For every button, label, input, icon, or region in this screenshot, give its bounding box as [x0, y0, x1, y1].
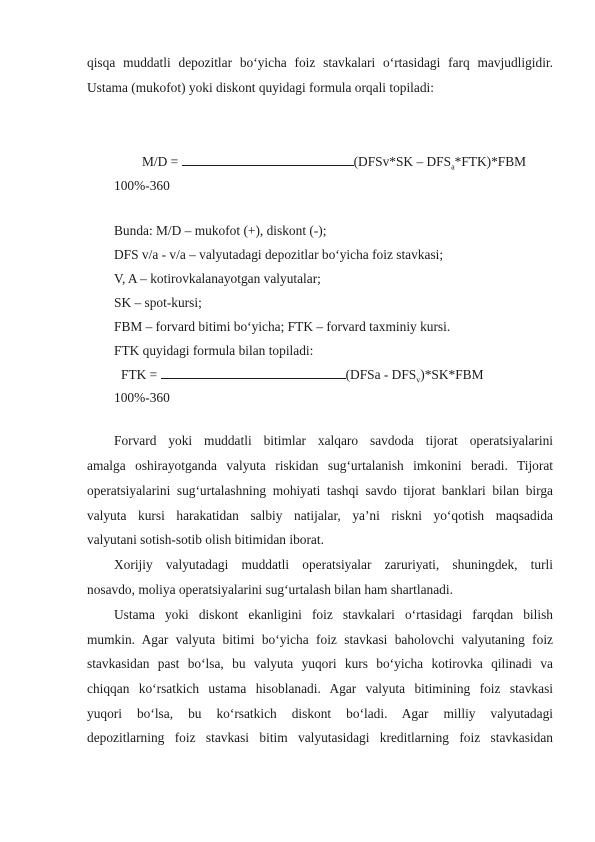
forward-line-2: amalga oshirayotganda valyuta riskidan sug‘urtalanish imkonini beradi. Tijorat	[87, 458, 553, 473]
formula-ftk-denominator: 100%-360	[114, 390, 170, 405]
formula-md-denominator: 100%-360	[114, 178, 170, 193]
forward-line-5: valyutani sotish-sotib olish bitimidan iborat.	[87, 532, 324, 547]
formula-ftk-sub: v	[416, 375, 421, 385]
formula-ftk-rhs: (DFSa - DFS	[345, 367, 417, 382]
definition-ftk-intro: FTK quyidagi formula bilan topiladi:	[114, 343, 314, 358]
ustama-line-5: yuqori bo‘lsa, bu ko‘rsatkich diskont bo‘ladi. Agar milliy valyutadagi	[87, 706, 553, 721]
ustama-line-2: mumkin. Agar valyuta bitimi bo‘yicha foiz stavkasi baholovchi valyutaning foiz	[87, 632, 553, 647]
definition-dfs: DFS v/a - v/a – valyutadagi depozitlar bo‘yicha foiz stavkasi;	[114, 247, 444, 262]
ustama-line-6: depozitlarning foiz stavkasi bitim valyutasidagi kreditlarning foiz stavkasidan	[87, 730, 553, 745]
ustama-line-3: stavkasidan past bo‘lsa, bu valyuta yuqori kurs bo‘yicha kotirovka qilinadi va	[87, 656, 553, 671]
intro-line-1: qisqa muddatli depozitlar bo‘yicha foiz stavkalari o‘rtasidagi farq mavjudligidir.	[87, 55, 553, 70]
formula-ftk-fraction-bar	[161, 368, 346, 379]
formula-ftk	[121, 367, 484, 383]
forward-line-3: operatsiyalarini sug‘urtalashning mohiyati tashqi savdo tijorat banklari bilan birga	[87, 483, 553, 498]
formula-md	[142, 154, 526, 170]
definition-fbm: FBM – forvard bitimi bo‘yicha; FTK – forvard taxminiy kursi.	[114, 319, 451, 334]
definition-intro: Bunda: M/D – mukofot (+), diskont (-);	[114, 223, 327, 238]
definition-sk: SK – spot-kursi;	[114, 295, 202, 310]
formula-md-rhs-end: *FTK)*FBM	[454, 154, 527, 169]
formula-ftk-lhs: FTK =	[121, 367, 158, 382]
xorijiy-line-1: Xorijiy valyutadagi muddatli operatsiyalar zaruriyati, shuningdek, turli	[114, 557, 553, 572]
definition-va: V, A – kotirovkalanayotgan valyutalar;	[114, 271, 321, 286]
formula-md-lhs: M/D =	[142, 154, 179, 169]
forward-line-1: Forvard yoki muddatli bitimlar xalqaro savdoda tijorat operatsiyalarini	[114, 433, 553, 448]
forward-line-4: valyuta kursi harakatidan salbiy natijalar, ya’ni riskni yo‘qotish maqsadida	[87, 508, 553, 523]
formula-md-sub: a	[451, 162, 455, 172]
formula-ftk-rhs-end: )*SK*FBM	[420, 367, 484, 382]
formula-md-fraction-bar	[182, 155, 354, 166]
ustama-line-1: Ustama yoki diskont ekanligini foiz stavkalari o‘rtasidagi farqdan bilish	[114, 607, 553, 622]
intro-line-2: Ustama (mukofot) yoki diskont quyidagi formula orqali topiladi:	[87, 80, 434, 95]
xorijiy-line-2: nosavdo, moliya operatsiyalarini sug‘urtalash bilan ham shartlanadi.	[87, 582, 453, 597]
formula-md-rhs: (DFSv*SK – DFS	[353, 154, 452, 169]
ustama-line-4: chiqqan ko‘rsatkich ustama hisoblanadi. Agar valyuta bitimining foiz stavkasi	[87, 681, 553, 696]
